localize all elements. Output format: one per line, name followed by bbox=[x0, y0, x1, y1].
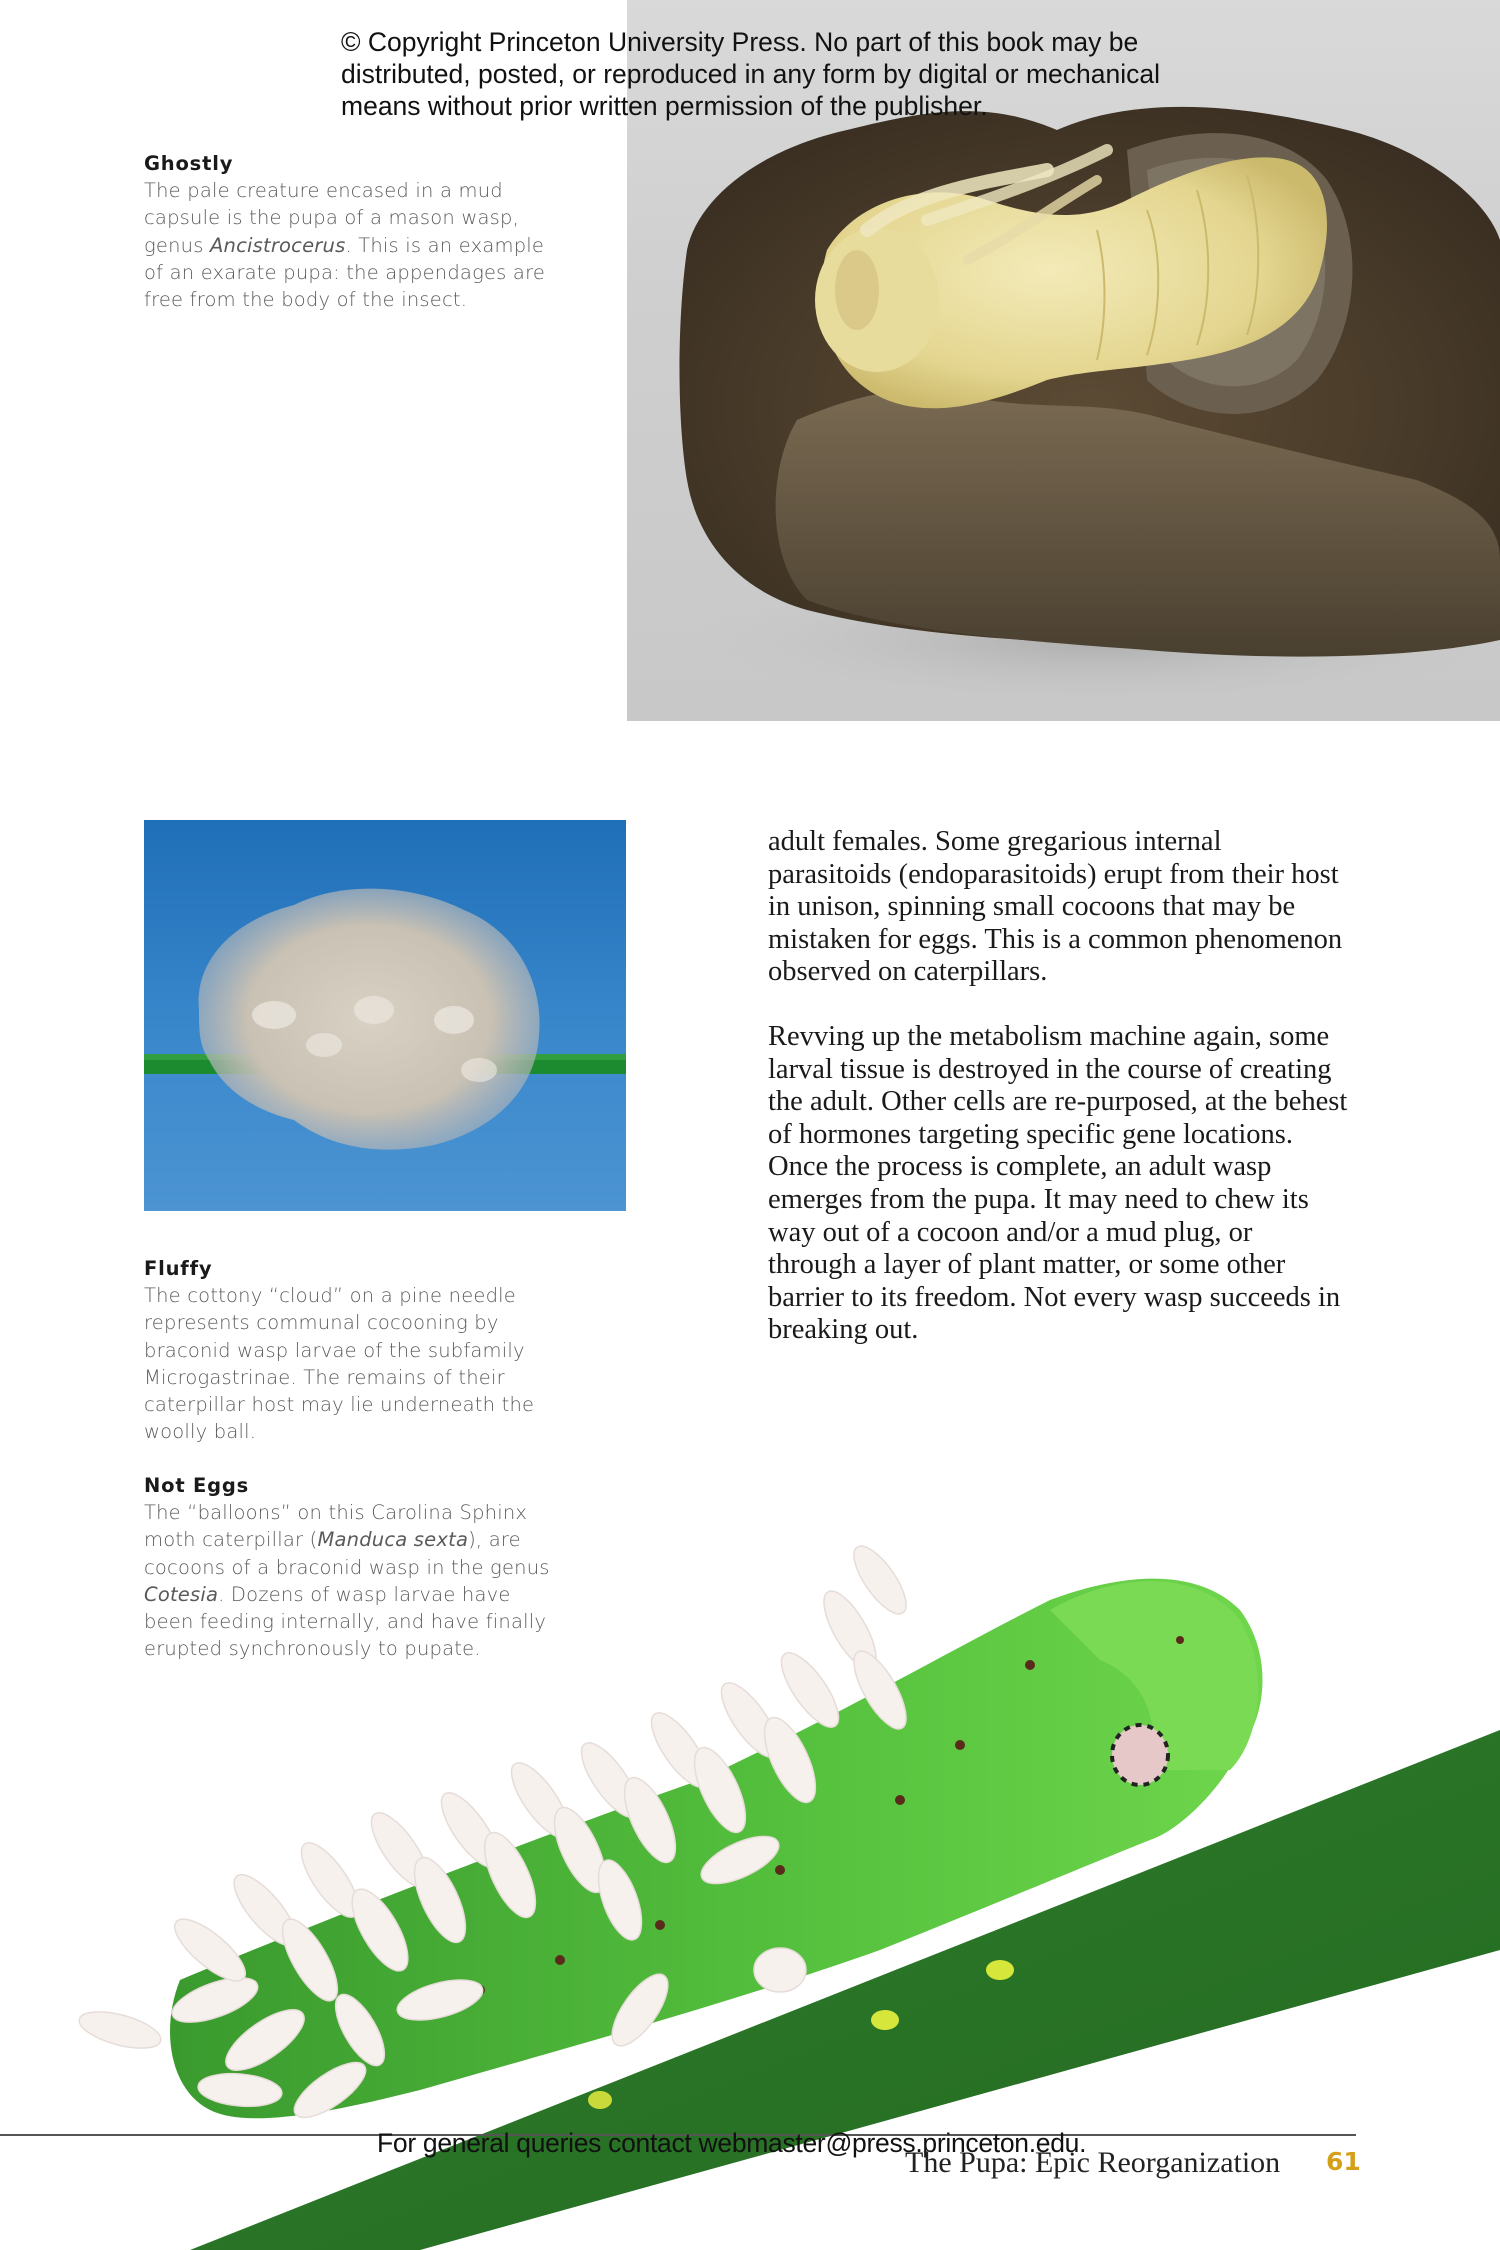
copyright-line: © Copyright Princeton University Press. No part of this book may be bbox=[341, 27, 1139, 57]
caption-body bbox=[144, 1499, 564, 1662]
caption-not-eggs bbox=[144, 1472, 564, 1662]
caption-italic-genus: Ancistrocerus bbox=[209, 233, 346, 257]
page-number: 61 bbox=[1326, 2147, 1361, 2176]
caption-text: The “balloons” on this Carolina Sphinx moth caterpillar ( bbox=[144, 1501, 528, 1552]
caption-text: ), are cocoons of a braconid wasp in the genus bbox=[144, 1528, 550, 1579]
caption-title: Ghostly bbox=[144, 152, 234, 175]
caption-fluffy bbox=[144, 1255, 564, 1445]
cotton-cocoon-photo bbox=[144, 820, 626, 1211]
caption-italic-genus: Cotesia bbox=[144, 1582, 219, 1606]
caption-body bbox=[144, 177, 564, 313]
footer-contact-notice: For general queries contact webmaster@press.princeton.edu. bbox=[377, 2128, 1087, 2158]
body-paragraph: Revving up the metabolism machine again, some larval tissue is destroyed in the course of creating the adult. Other cells are re-purposed, at the behest of hormones targeting specific gene locations. Once the process is complete, an adult wasp emerges from the pupa. It may need to chew its way out of a cocoon and/or a mud plug, or through a layer of plant matter, or some other barrier to its freedom. Not every wasp succeeds in breaking out. bbox=[768, 1020, 1348, 1346]
running-head: The Pupa: Epic Reorganization bbox=[905, 2146, 1281, 2179]
caption-body: The cottony “cloud” on a pine needle represents communal cocooning by braconid wasp larvae of the subfamily Microgastrinae. The remains of their caterpillar host may lie underneath the woolly ball. bbox=[144, 1284, 535, 1444]
body-paragraph: adult females. Some gregarious internal parasitoids (endoparasitoids) erupt from their host in unison, spinning small cocoons that may be mistaken for eggs. This is a common phenomenon observed on caterpillars. bbox=[768, 826, 1343, 988]
caption-ghostly bbox=[144, 150, 564, 313]
copyright-notice bbox=[341, 26, 1241, 122]
caption-text: . This is an example of an exarate pupa: the appendages are free from the body of the insect. bbox=[144, 233, 546, 312]
caption-text: The pale creature encased in a mud capsule is the pupa of a mason wasp, genus bbox=[144, 179, 519, 257]
caption-title: Not Eggs bbox=[144, 1474, 250, 1497]
copyright-line: distributed, posted, or reproduced in any form by digital or mechanical bbox=[341, 59, 1160, 89]
body-text-column bbox=[768, 826, 1348, 1347]
copyright-line: means without prior written permission of the publisher. bbox=[341, 91, 988, 121]
caption-italic-species: Manduca sexta bbox=[317, 1528, 469, 1552]
caption-title: Fluffy bbox=[144, 1257, 213, 1280]
caption-text: . Dozens of wasp larvae have been feeding internally, and have finally erupted synchronously to pupate. bbox=[144, 1582, 547, 1661]
